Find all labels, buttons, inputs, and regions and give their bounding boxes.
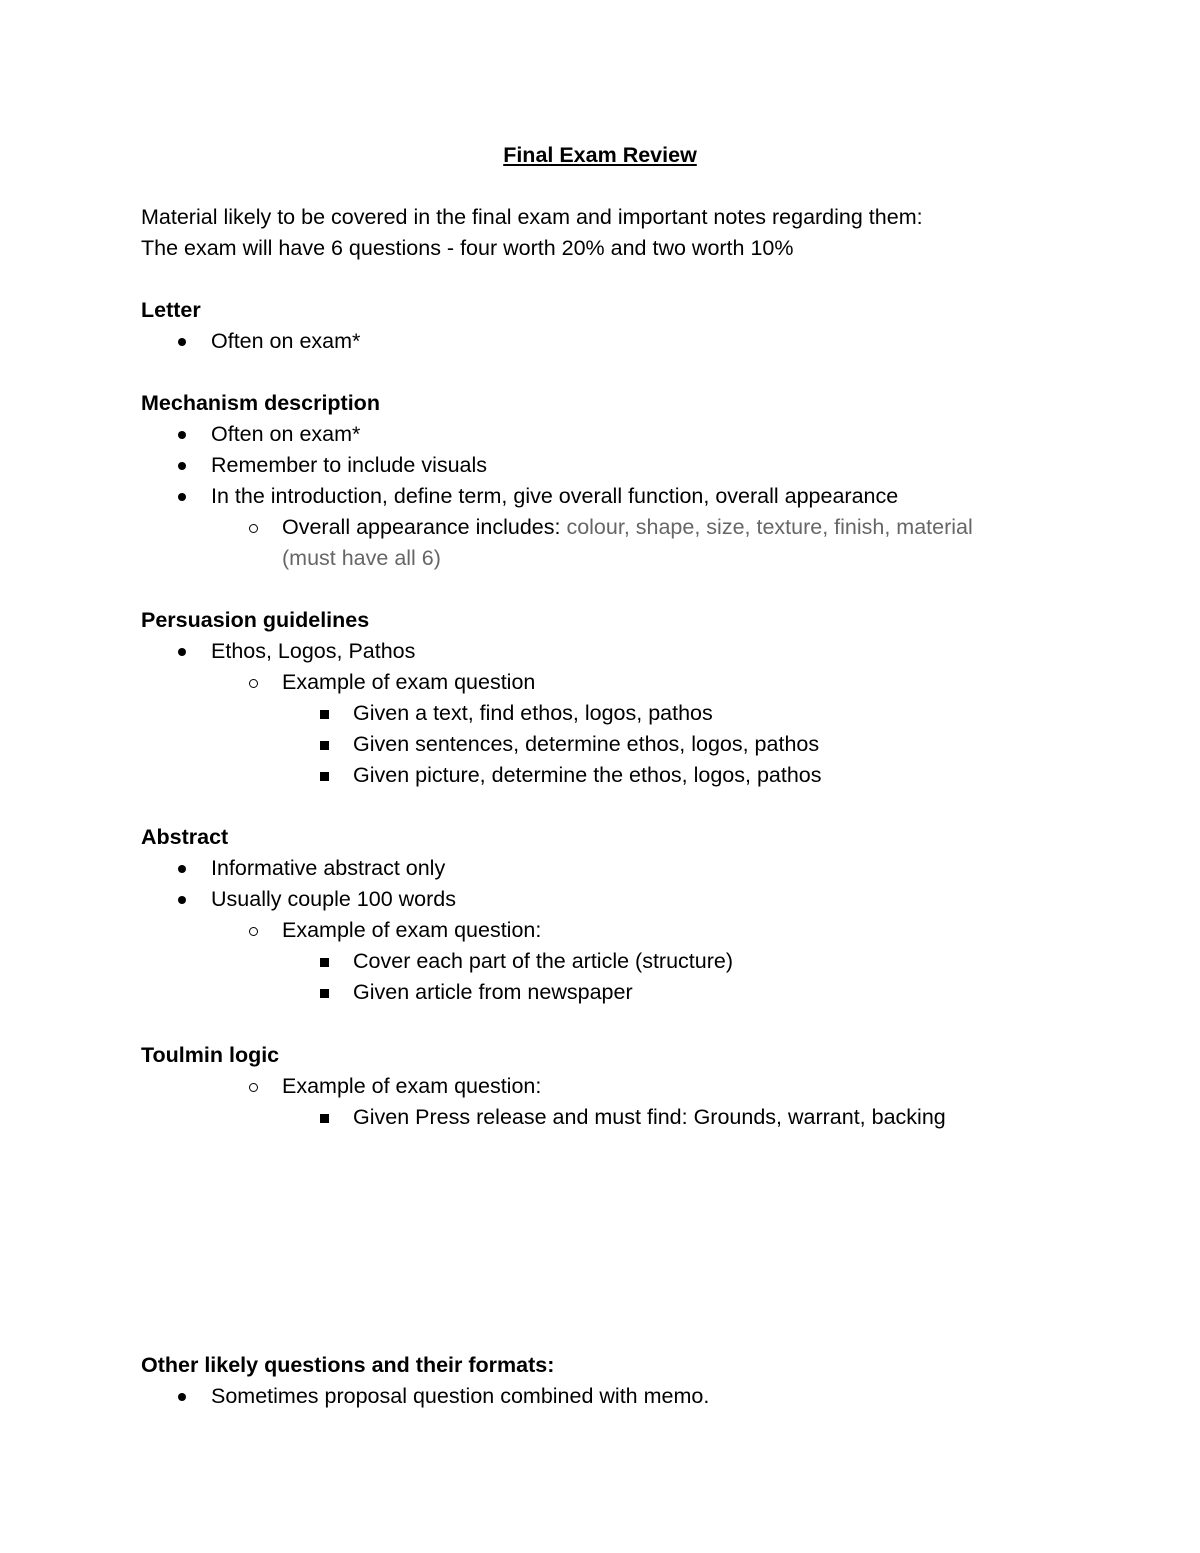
bullet-dot-icon [178,462,186,470]
bullet-dot-icon [178,493,186,501]
section-heading-abstract: Abstract [141,825,229,849]
list-item: Informative abstract only [211,853,445,884]
bullet-circle-icon [249,524,258,533]
bullet-square-icon [320,741,329,750]
section-heading-letter: Letter [141,298,201,322]
bullet-square-icon [320,989,329,998]
sub-sub-list-item: Given Press release and must find: Grounds, warrant, backing [353,1102,946,1133]
list-item: Sometimes proposal question combined with memo. [211,1381,709,1412]
bullet-dot-icon [178,896,186,904]
bullet-dot-icon [178,431,186,439]
sub-sub-list-item: Given a text, find ethos, logos, pathos [353,698,713,729]
sub-list-item: Overall appearance includes: colour, shape, size, texture, finish, material [282,512,973,543]
appearance-attributes-continued: (must have all 6) [282,546,441,570]
sub-sub-list-item: Cover each part of the article (structure) [353,946,733,977]
sub-sub-list-item: Given article from newspaper [353,977,633,1008]
list-item: Remember to include visuals [211,450,487,481]
list-item: Usually couple 100 words [211,884,456,915]
bullet-dot-icon [178,865,186,873]
section-heading-other: Other likely questions and their formats: [141,1353,555,1377]
document-title: Final Exam Review [503,143,697,167]
intro-line-1: Material likely to be covered in the final exam and important notes regarding them: [141,205,923,229]
bullet-dot-icon [178,648,186,656]
bullet-dot-icon [178,1393,186,1401]
appearance-attributes: colour, shape, size, texture, finish, material [566,515,973,539]
sub-list-item: Example of exam question [282,667,535,698]
bullet-circle-icon [249,1083,258,1092]
bullet-circle-icon [249,679,258,688]
intro-line-2: The exam will have 6 questions - four worth 20% and two worth 10% [141,236,794,260]
list-item: In the introduction, define term, give overall function, overall appearance [211,481,898,512]
list-item: Often on exam* [211,419,360,450]
sub-sub-list-item: Given picture, determine the ethos, logos, pathos [353,760,822,791]
bullet-square-icon [320,710,329,719]
section-heading-mechanism: Mechanism description [141,391,380,415]
sub-list-item: Example of exam question: [282,1071,541,1102]
bullet-circle-icon [249,927,258,936]
sub-sub-list-item: Given sentences, determine ethos, logos, pathos [353,729,819,760]
bullet-square-icon [320,1114,329,1123]
bullet-square-icon [320,958,329,967]
list-item: Ethos, Logos, Pathos [211,636,415,667]
section-heading-toulmin: Toulmin logic [141,1043,280,1067]
bullet-square-icon [320,772,329,781]
list-item: Often on exam* [211,326,360,357]
section-heading-persuasion: Persuasion guidelines [141,608,370,632]
bullet-dot-icon [178,338,186,346]
sub-list-item: Example of exam question: [282,915,541,946]
